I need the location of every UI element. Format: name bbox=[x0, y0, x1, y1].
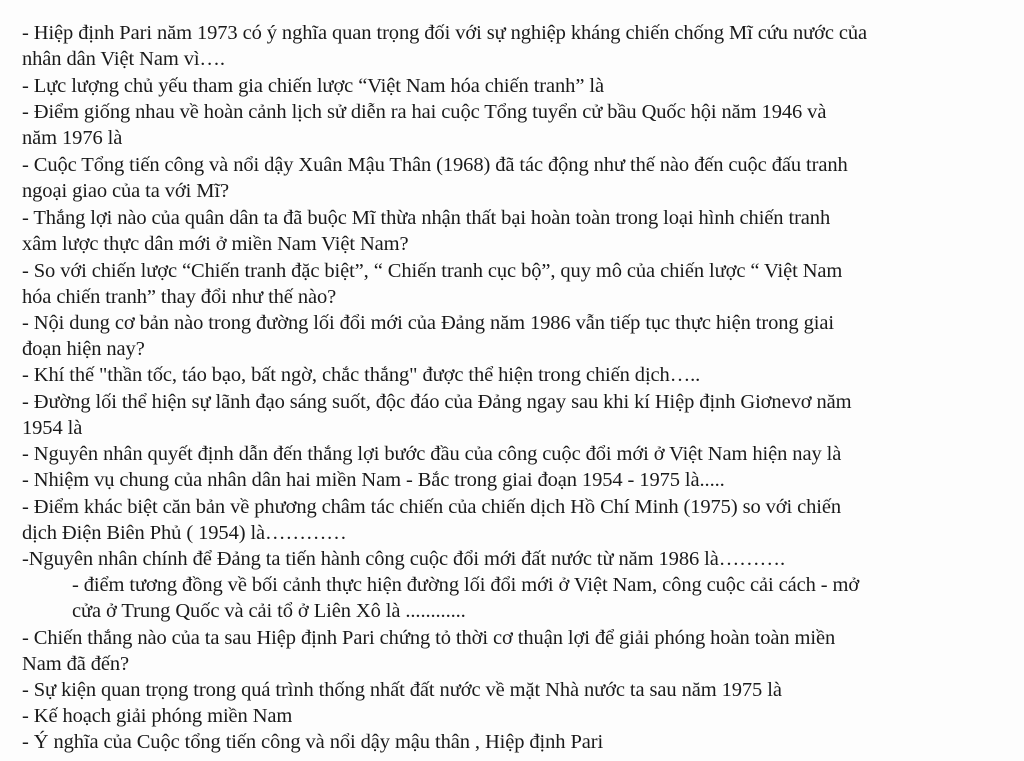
text-line: Nam đã đến? bbox=[22, 653, 130, 675]
text-line: ngoại giao của ta với Mĩ? bbox=[22, 180, 230, 202]
text-line: - Điểm giống nhau về hoàn cảnh lịch sử diễn ra hai cuộc Tổng tuyển cử bầu Quốc hội năm 1946 và bbox=[22, 101, 827, 123]
text-line: - Hiệp định Pari năm 1973 có ý nghĩa quan trọng đối với sự nghiệp kháng chiến chống Mĩ cứu nước của bbox=[22, 22, 868, 44]
text-line: -Nguyên nhân chính để Đảng ta tiến hành công cuộc đổi mới đất nước từ năm 1986 là………. bbox=[22, 548, 785, 570]
text-line: - Thắng lợi nào của quân dân ta đã buộc Mĩ thừa nhận thất bại hoàn toàn trong loại hình chiến tranh bbox=[22, 207, 831, 229]
text-line: - Cuộc Tổng tiến công và nổi dậy Xuân Mậu Thân (1968) đã tác động như thế nào đến cuộc đấu tranh bbox=[22, 154, 848, 176]
text-line: - Nguyên nhân quyết định dẫn đến thắng lợi bước đầu của công cuộc đổi mới ở Việt Nam hiện nay là bbox=[22, 443, 842, 465]
text-line: - điểm tương đồng về bối cảnh thực hiện đường lối đổi mới ở Việt Nam, công cuộc cải cách - mở bbox=[72, 574, 860, 596]
text-line: - Kế hoạch giải phóng miền Nam bbox=[22, 705, 293, 727]
text-line: hóa chiến tranh” thay đổi như thế nào? bbox=[22, 286, 337, 308]
text-line: đoạn hiện nay? bbox=[22, 338, 145, 360]
text-line: - Chiến thắng nào của ta sau Hiệp định Pari chứng tỏ thời cơ thuận lợi để giải phóng hoàn toàn miền bbox=[22, 627, 836, 649]
text-line: - Nhiệm vụ chung của nhân dân hai miền Nam - Bắc trong giai đoạn 1954 - 1975 là..... bbox=[22, 469, 725, 491]
text-line: - Khí thế "thần tốc, táo bạo, bất ngờ, chắc thắng" được thể hiện trong chiến dịch….. bbox=[22, 364, 701, 386]
text-line: xâm lược thực dân mới ở miền Nam Việt Nam? bbox=[22, 233, 409, 255]
text-line: - Nội dung cơ bản nào trong đường lối đổi mới của Đảng năm 1986 vẫn tiếp tục thực hiện trong giai bbox=[22, 312, 834, 334]
text-line: - So với chiến lược “Chiến tranh đặc biệt”, “ Chiến tranh cục bộ”, quy mô của chiến lược “ Việt Nam bbox=[22, 260, 843, 282]
text-line: - Ý nghĩa của Cuộc tổng tiến công và nổi dậy mậu thân , Hiệp định Pari bbox=[22, 731, 604, 753]
text-line: - Đường lối thể hiện sự lãnh đạo sáng suốt, độc đáo của Đảng ngay sau khi kí Hiệp định Giơnevơ năm bbox=[22, 391, 852, 413]
text-line: - Sự kiện quan trọng trong quá trình thống nhất đất nước về mặt Nhà nước ta sau năm 1975 là bbox=[22, 679, 782, 701]
text-line: năm 1976 là bbox=[22, 127, 123, 149]
text-line: cửa ở Trung Quốc và cải tổ ở Liên Xô là ............ bbox=[72, 600, 466, 622]
text-line: - Điểm khác biệt căn bản về phương châm tác chiến của chiến dịch Hồ Chí Minh (1975) so với chiến bbox=[22, 496, 842, 518]
text-line: dịch Điện Biên Phủ ( 1954) là………… bbox=[22, 522, 347, 544]
text-line: nhân dân Việt Nam vì…. bbox=[22, 48, 225, 70]
text-line: - Lực lượng chủ yếu tham gia chiến lược “Việt Nam hóa chiến tranh” là bbox=[22, 75, 604, 97]
text-line: 1954 là bbox=[22, 417, 83, 439]
